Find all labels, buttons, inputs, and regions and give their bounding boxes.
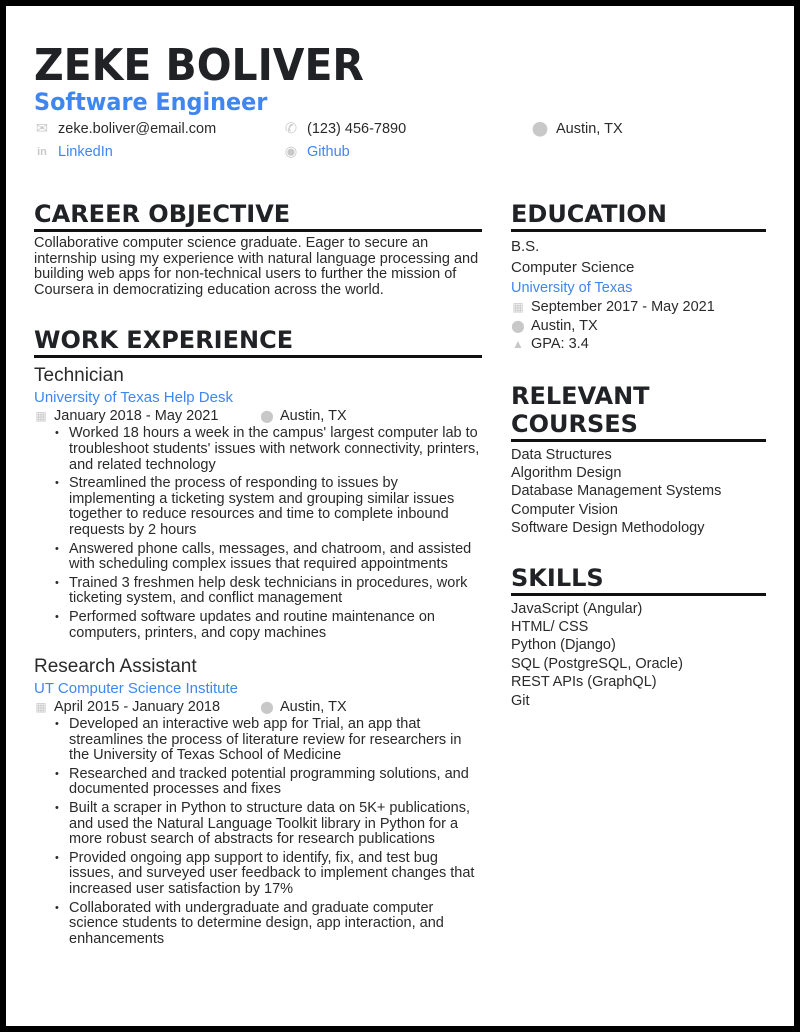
- job-bullet: • Researched and tracked potential programming solutions, and documented processes and fixes: [69, 767, 482, 798]
- skills-heading: SKILLS: [511, 564, 766, 596]
- linkedin-icon: in: [37, 146, 47, 158]
- map-marker-icon: ⬤: [531, 121, 549, 137]
- contact-location: [533, 121, 623, 137]
- job-dates: January 2018 - May 2021: [54, 408, 219, 425]
- edu-dates: [511, 298, 766, 316]
- education-heading: EDUCATION: [511, 200, 766, 232]
- email-text: zeke.boliver@email.com: [58, 121, 217, 137]
- job-bullet: • Answered phone calls, messages, and chatroom, and assisted with scheduling complex issues that required appointments: [69, 542, 482, 573]
- course-item: Software Design Methodology: [511, 520, 705, 537]
- job-meta: [34, 698, 482, 716]
- calendar-icon: ▦: [512, 300, 524, 315]
- job-bullet: • Collaborated with undergraduate and graduate computer science students to determine design, app interaction, and enhancements: [69, 901, 482, 948]
- graduation-cap-icon: ▲: [512, 337, 524, 352]
- calendar-icon: ▦: [35, 409, 47, 424]
- edu-dates-text: September 2017 - May 2021: [531, 299, 715, 316]
- job-bullet: • Provided ongoing app support to identify, fix, and test bug issues, and surveyed user feedback to implement changes that increased user satisfaction by 17%: [69, 851, 482, 898]
- courses-heading-line1: RELEVANT: [511, 381, 650, 410]
- contact-phone: [284, 121, 406, 137]
- contact-linkedin[interactable]: [35, 144, 113, 160]
- edu-gpa: [511, 335, 766, 353]
- job-bullet: • Built a scraper in Python to structure data on 5K+ publications, and used the Natural Language Toolkit library in Python for a more robust search of abstracts for research publications: [69, 801, 482, 848]
- experience-heading: WORK EXPERIENCE: [34, 326, 482, 358]
- phone-icon: ✆: [284, 121, 298, 137]
- edu-location-text: Austin, TX: [531, 317, 598, 334]
- course-item: Data Structures: [511, 446, 612, 463]
- contact-github[interactable]: [284, 144, 350, 160]
- phone-text: (123) 456-7890: [307, 121, 407, 137]
- right-column: [511, 200, 766, 710]
- location-text: Austin, TX: [556, 121, 623, 137]
- map-marker-icon: ⬤: [260, 700, 274, 715]
- github-link[interactable]: Github: [307, 144, 350, 160]
- job-role: Technician: [34, 365, 124, 387]
- skill-item: JavaScript (Angular): [511, 600, 643, 617]
- job-org: University of Texas Help Desk: [34, 389, 233, 407]
- objective-heading: CAREER OBJECTIVE: [34, 200, 482, 232]
- objective-text: Collaborative computer science graduate. Eager to secure an internship using my experience with natural language processing and building web apps for non-technical users to further the mission of Coursera in democratizing education across the world.: [34, 235, 479, 298]
- courses-heading: [511, 382, 766, 442]
- field: Computer Science: [511, 259, 635, 277]
- skill-item: Python (Django): [511, 637, 616, 654]
- resume-page: [6, 6, 794, 1026]
- calendar-icon: ▦: [35, 700, 47, 715]
- edu-location: [511, 317, 766, 335]
- contact-email: [35, 121, 216, 137]
- job-location: Austin, TX: [280, 408, 347, 425]
- courses-heading-line2: COURSES: [511, 409, 638, 438]
- job-location: Austin, TX: [280, 699, 347, 716]
- left-column: [34, 200, 482, 950]
- map-marker-icon: ⬤: [260, 409, 274, 424]
- job-title: Software Engineer: [34, 88, 268, 116]
- skill-item: HTML/ CSS: [511, 619, 589, 636]
- skill-item: Git: [511, 692, 530, 709]
- school: University of Texas: [511, 280, 633, 297]
- job-bullet: • Worked 18 hours a week in the campus' largest computer lab to troubleshoot students' issues with network connectivity, printers, and related technology: [69, 426, 482, 473]
- envelope-icon: ✉: [35, 121, 49, 137]
- course-item: Computer Vision: [511, 501, 618, 518]
- job-entry: [34, 655, 482, 947]
- job-org: UT Computer Science Institute: [34, 680, 238, 698]
- job-meta: [34, 407, 482, 425]
- map-marker-icon: ⬤: [511, 318, 525, 333]
- course-item: Algorithm Design: [511, 465, 622, 482]
- linkedin-link[interactable]: LinkedIn: [58, 144, 113, 160]
- skill-item: SQL (PostgreSQL, Oracle): [511, 655, 683, 672]
- job-bullet: • Streamlined the process of responding to issues by implementing a ticketing system and grouping similar issues together to reduce resources and time to complete inbound requests by 2 hours: [69, 476, 482, 538]
- candidate-name: ZEKE BOLIVER: [34, 40, 364, 91]
- github-icon: ◉: [284, 144, 298, 160]
- gpa-text: GPA: 3.4: [531, 336, 589, 353]
- job-role: Research Assistant: [34, 656, 197, 678]
- course-item: Database Management Systems: [511, 483, 722, 500]
- job-bullet: • Developed an interactive web app for Trial, an app that streamlines the process of literature review for researchers in the University of Texas School of Medicine: [69, 717, 482, 764]
- skill-item: REST APIs (GraphQL): [511, 674, 657, 691]
- job-dates: April 2015 - January 2018: [54, 699, 221, 716]
- degree: B.S.: [511, 238, 540, 255]
- job-entry: [34, 364, 482, 641]
- job-bullet: • Performed software updates and routine maintenance on computers, printers, and copy machines: [69, 610, 482, 641]
- job-bullet: • Trained 3 freshmen help desk technicians in procedures, work ticketing system, and conflict management: [69, 576, 482, 607]
